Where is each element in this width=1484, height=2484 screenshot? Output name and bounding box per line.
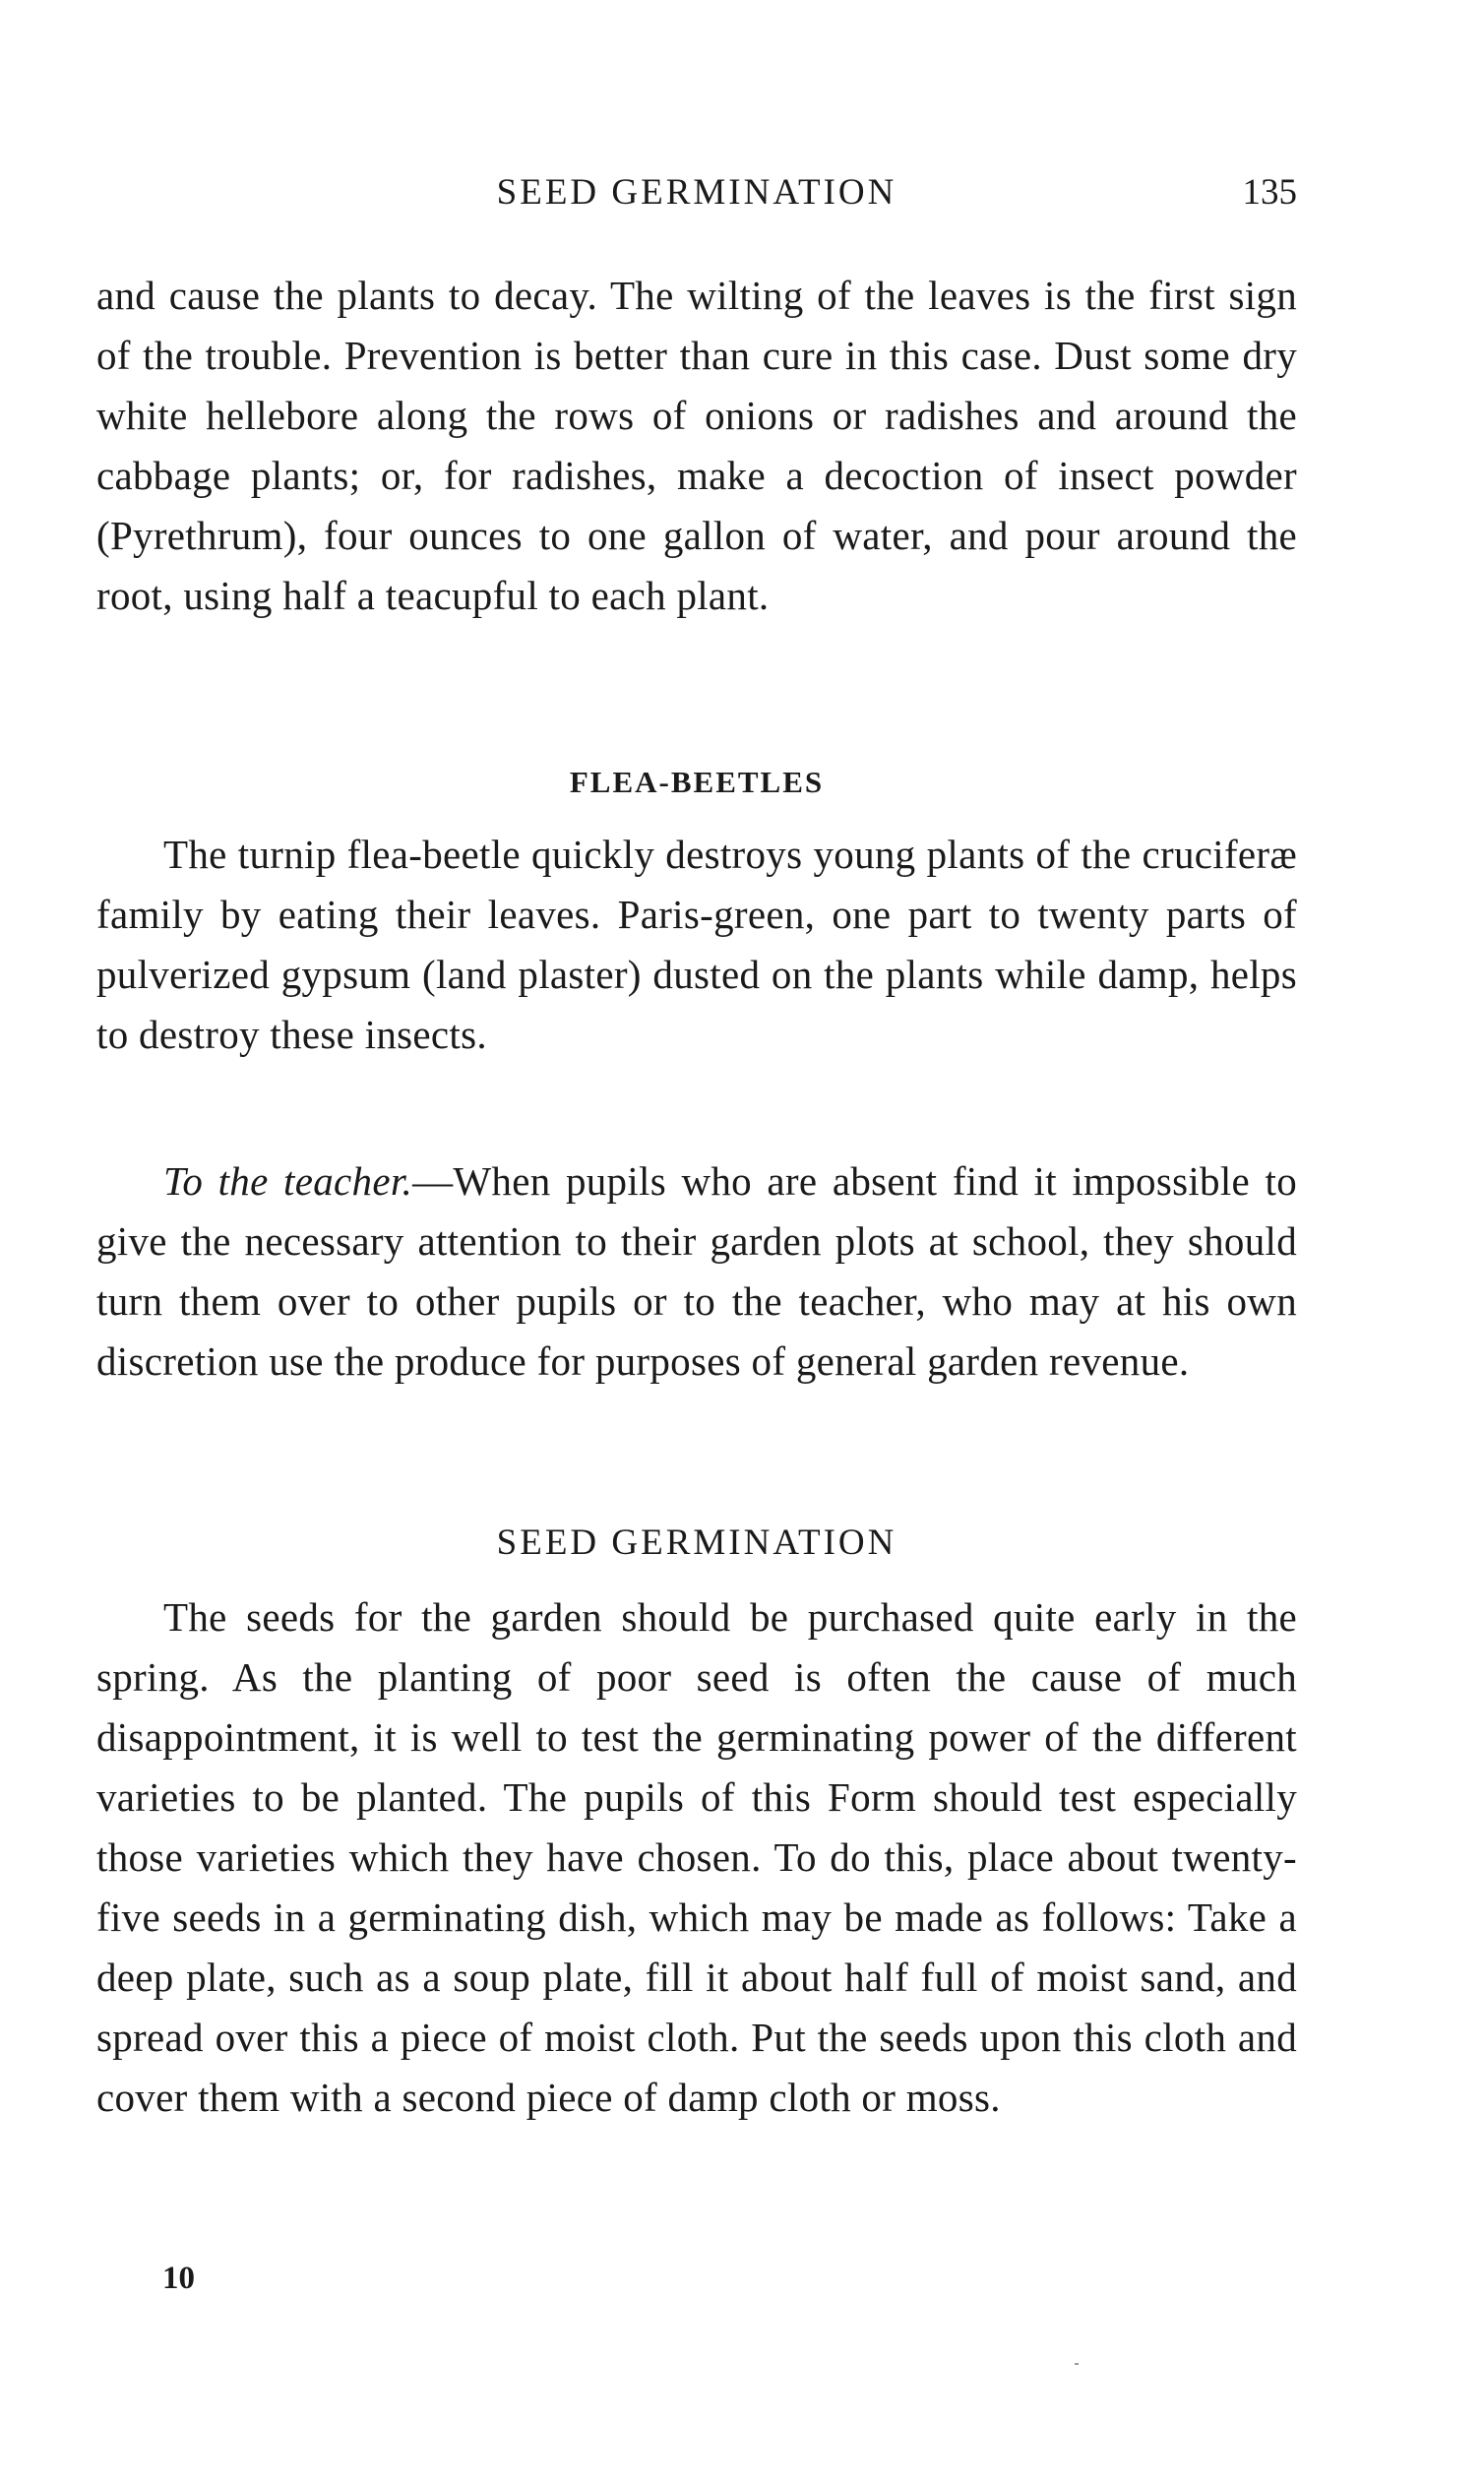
signature-mark: 10	[162, 2261, 195, 2296]
running-head	[96, 165, 1297, 220]
heading-flea-beetles: FLEA-BEETLES	[569, 765, 825, 799]
running-title: SEED GERMINATION	[496, 172, 897, 213]
paragraph-continued-text: and cause the plants to decay. The wilting of the leaves is the first sign of the trouble. Prevention is better than cure in this case. Dust some dry white hellebore along the rows of onions or radishes and around the cabbage plants; or, for radishes, make a decoction of insect powder (Pyrethrum), four ounces to one gallon of water, and pour around the root, using half a teacupful to each plant.	[96, 273, 1297, 618]
heading-seed-germination: SEED GERMINATION	[496, 1522, 897, 1563]
print-speck	[1075, 2363, 1079, 2365]
paragraph-teacher-note	[96, 1151, 1297, 1392]
teacher-note-lead: To the teacher.	[163, 1158, 413, 1204]
paragraph-continued	[96, 266, 1297, 626]
teacher-note-text: —When pupils who are absent find it impossible to give the necessary attention to their garden plots at school, they should turn them over to other pupils or to the teacher, who may at his own discretion use the produce for purposes of general garden revenue.	[96, 1158, 1297, 1384]
paragraph-seed-germination	[96, 1587, 1297, 2128]
paragraph-seed-germination-text: The seeds for the garden should be purchased quite early in the spring. As the planting of poor seed is often the cause of much disappointment, it is well to test the germinating power of the different varieties to be planted. The pupils of this Form should test especially those varieties which they have chosen. To do this, place about twenty-five seeds in a germinating dish, which may be made as follows: Take a deep plate, such as a soup plate, fill it about half full of moist sand, and spread over this a piece of moist cloth. Put the seeds upon this cloth and cover them with a second piece of damp cloth or moss.	[96, 1594, 1297, 2120]
paragraph-flea-beetles-text: The turnip flea-beetle quickly destroys young plants of the cruciferæ family by eating their leaves. Paris-green, one part to twenty parts of pulverized gypsum (land plaster) dusted on the plants while damp, helps to destroy these insects.	[96, 832, 1297, 1057]
page-number: 135	[1242, 172, 1297, 213]
paragraph-flea-beetles	[96, 825, 1297, 1065]
